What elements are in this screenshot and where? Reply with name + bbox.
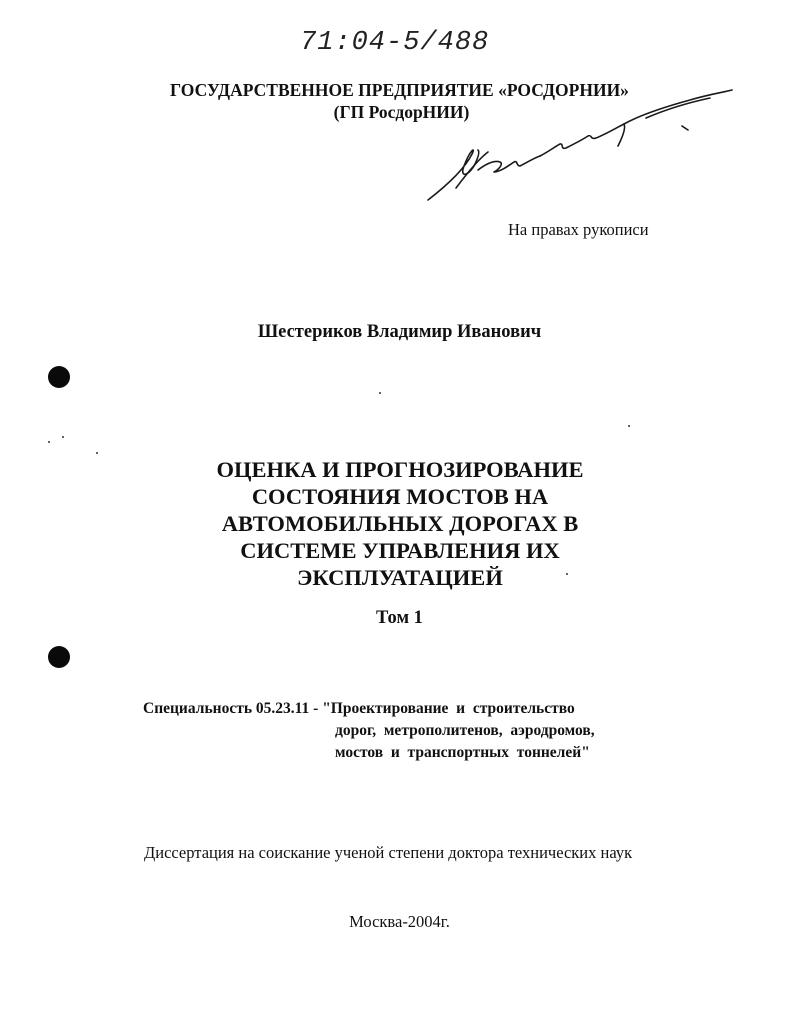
specialty-line: мостов и транспортных тоннелей" [335,744,590,761]
title-line: СИСТЕМЕ УПРАВЛЕНИЯ ИХ [240,538,560,563]
organization-name: ГОСУДАРСТВЕННОЕ ПРЕДПРИЯТИЕ «РОСДОРНИИ» [170,80,629,100]
scan-speck [48,441,50,443]
title-line: СОСТОЯНИЯ МОСТОВ НА [251,484,549,509]
volume-label: Том 1 [376,608,423,628]
author-name: Шестериков Владимир Иванович [257,322,542,342]
title-line: ОЦЕНКА И ПРОГНОЗИРОВАНИЕ [216,457,584,482]
specialty-block [143,698,663,764]
punch-hole [48,366,70,388]
scan-speck [566,573,568,575]
title-line: ЭКСПЛУАТАЦИЕЙ [297,565,503,590]
dissertation-title [150,456,650,591]
handwritten-signature [420,88,740,208]
punch-hole [48,646,70,668]
rights-note: На правах рукописи [508,220,649,239]
archive-number: 71:04-5/488 [300,28,490,58]
title-line: АВТОМОБИЛЬНЫХ ДОРОГАХ В [221,511,579,536]
city-year: Москва-2004г. [349,912,450,931]
scan-speck [96,452,98,454]
specialty-line: дорог, метрополитенов, аэродромов, [335,722,595,739]
scan-speck [628,425,630,427]
scan-speck [379,392,381,394]
dissertation-note: Диссертация на соискание ученой степени доктора технических наук [144,843,633,862]
organization-abbreviation: (ГП РосдорНИИ) [333,102,470,122]
specialty-line: Специальность 05.23.11 - "Проектирование и строительство [143,700,575,717]
scan-speck [62,436,64,438]
